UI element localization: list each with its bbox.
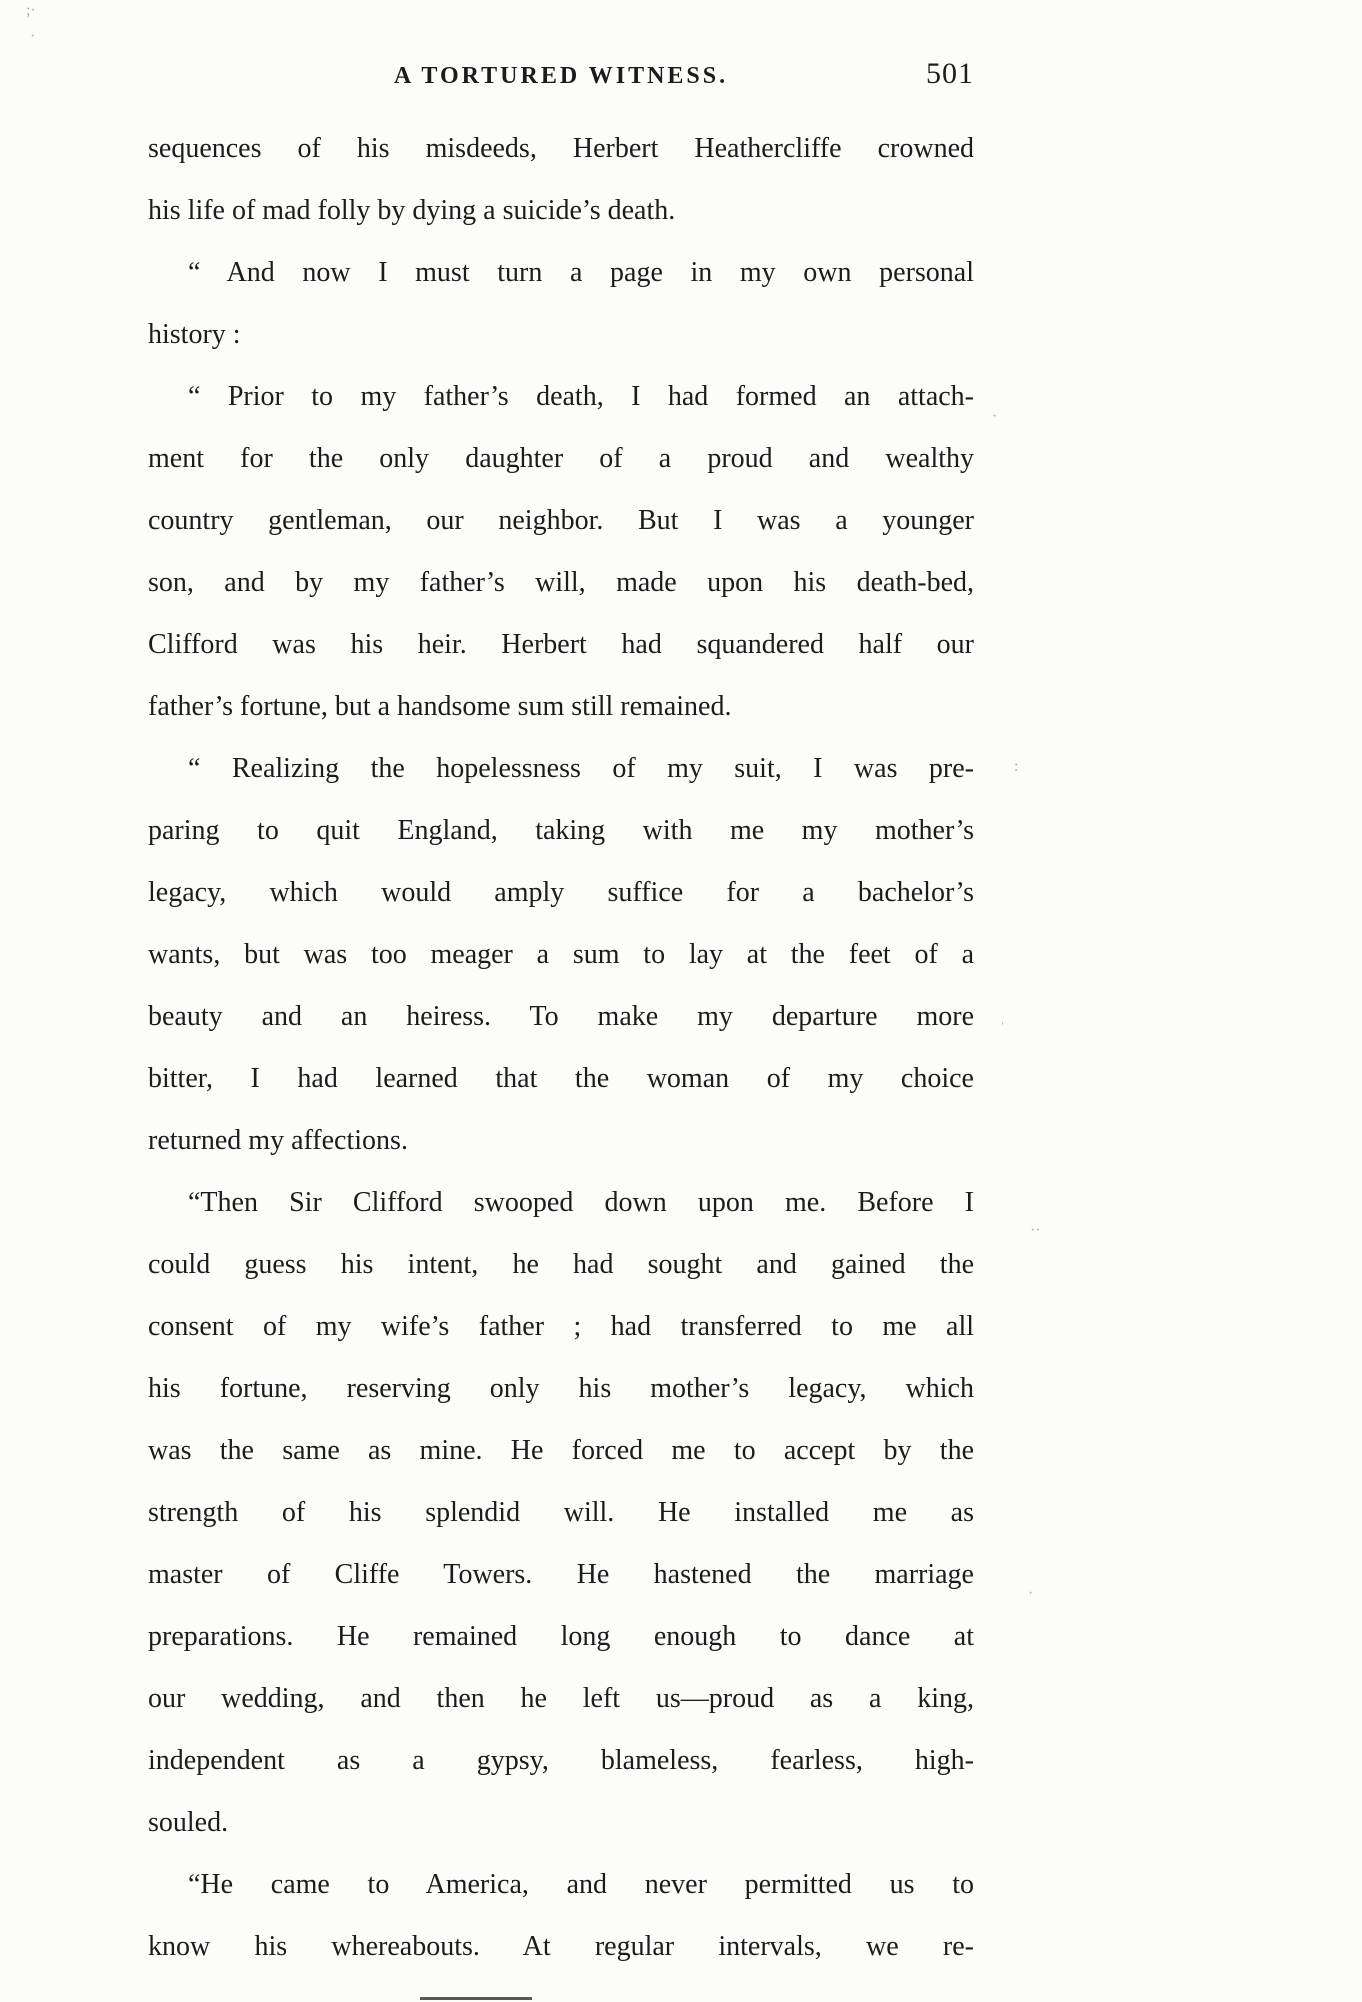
text-line: “ Realizing the hopelessness of my suit, I was pre- xyxy=(188,753,974,784)
text-line: country gentleman, our neighbor. But I was a younger xyxy=(148,505,974,536)
text-line: could guess his intent, he had sought and gained the xyxy=(148,1249,974,1280)
text-line: master of Cliffe Towers. He hastened the marriage xyxy=(148,1559,974,1590)
text-line: was the same as mine. He forced me to accept by the xyxy=(148,1435,974,1466)
text-line: returned my affections. xyxy=(148,1125,408,1156)
page-header xyxy=(148,58,974,94)
text-line: bitter, I had learned that the woman of my choice xyxy=(148,1063,974,1094)
scan-speck: · xyxy=(992,408,998,425)
paragraph xyxy=(148,118,974,242)
text-line: independent as a gypsy, blameless, fearless, high- xyxy=(148,1745,974,1776)
text-line: “He came to America, and never permitted us to xyxy=(188,1869,974,1900)
text-line: preparations. He remained long enough to dance at xyxy=(148,1621,974,1652)
text-line: legacy, which would amply suffice for a bachelor’s xyxy=(148,877,974,908)
paragraph xyxy=(148,1172,974,1854)
text-line: Clifford was his heir. Herbert had squandered half our xyxy=(148,629,974,660)
text-line: souled. xyxy=(148,1807,229,1838)
text-line: history : xyxy=(148,319,241,350)
paragraph xyxy=(148,242,974,366)
text-line: “ And now I must turn a page in my own personal xyxy=(188,257,974,288)
scan-speck: : xyxy=(1014,758,1019,775)
page-body xyxy=(148,118,974,1978)
running-header-title: A TORTURED WITNESS. xyxy=(393,63,729,89)
scan-speck: ·· xyxy=(1030,1222,1041,1239)
text-line: beauty and an heiress. To make my departure more xyxy=(148,1001,974,1032)
scan-speck: · xyxy=(30,28,36,45)
text-line: strength of his splendid will. He installed me as xyxy=(148,1497,974,1528)
scan-artifact-line xyxy=(420,1997,532,2000)
text-line: paring to quit England, taking with me my mother’s xyxy=(148,815,974,846)
paragraph xyxy=(148,366,974,738)
text-line: his life of mad folly by dying a suicide’s death. xyxy=(148,195,676,226)
text-line: wants, but was too meager a sum to lay at the feet of a xyxy=(148,939,974,970)
text-line: know his whereabouts. At regular intervals, we re- xyxy=(148,1931,974,1962)
scan-speck: ;· xyxy=(26,2,36,19)
paragraph xyxy=(148,738,974,1172)
text-line: consent of my wife’s father ; had transferred to me all xyxy=(148,1311,974,1342)
paragraph xyxy=(148,1854,974,1978)
text-line: sequences of his misdeeds, Herbert Heathercliffe crowned xyxy=(148,133,974,164)
text-line: ment for the only daughter of a proud and wealthy xyxy=(148,443,974,474)
page-number: 501 xyxy=(926,57,974,90)
scan-speck: · xyxy=(1028,1585,1034,1602)
text-line: his fortune, reserving only his mother’s legacy, which xyxy=(148,1373,974,1404)
text-line: “Then Sir Clifford swooped down upon me. Before I xyxy=(188,1187,974,1218)
text-block xyxy=(148,58,974,1978)
text-line: father’s fortune, but a handsome sum still remained. xyxy=(148,691,732,722)
text-line: our wedding, and then he left us—proud as a king, xyxy=(148,1683,974,1714)
scan-speck: ˈ xyxy=(1000,1020,1006,1037)
text-line: “ Prior to my father’s death, I had formed an attach- xyxy=(188,381,974,412)
text-line: son, and by my father’s will, made upon his death-bed, xyxy=(148,567,974,598)
